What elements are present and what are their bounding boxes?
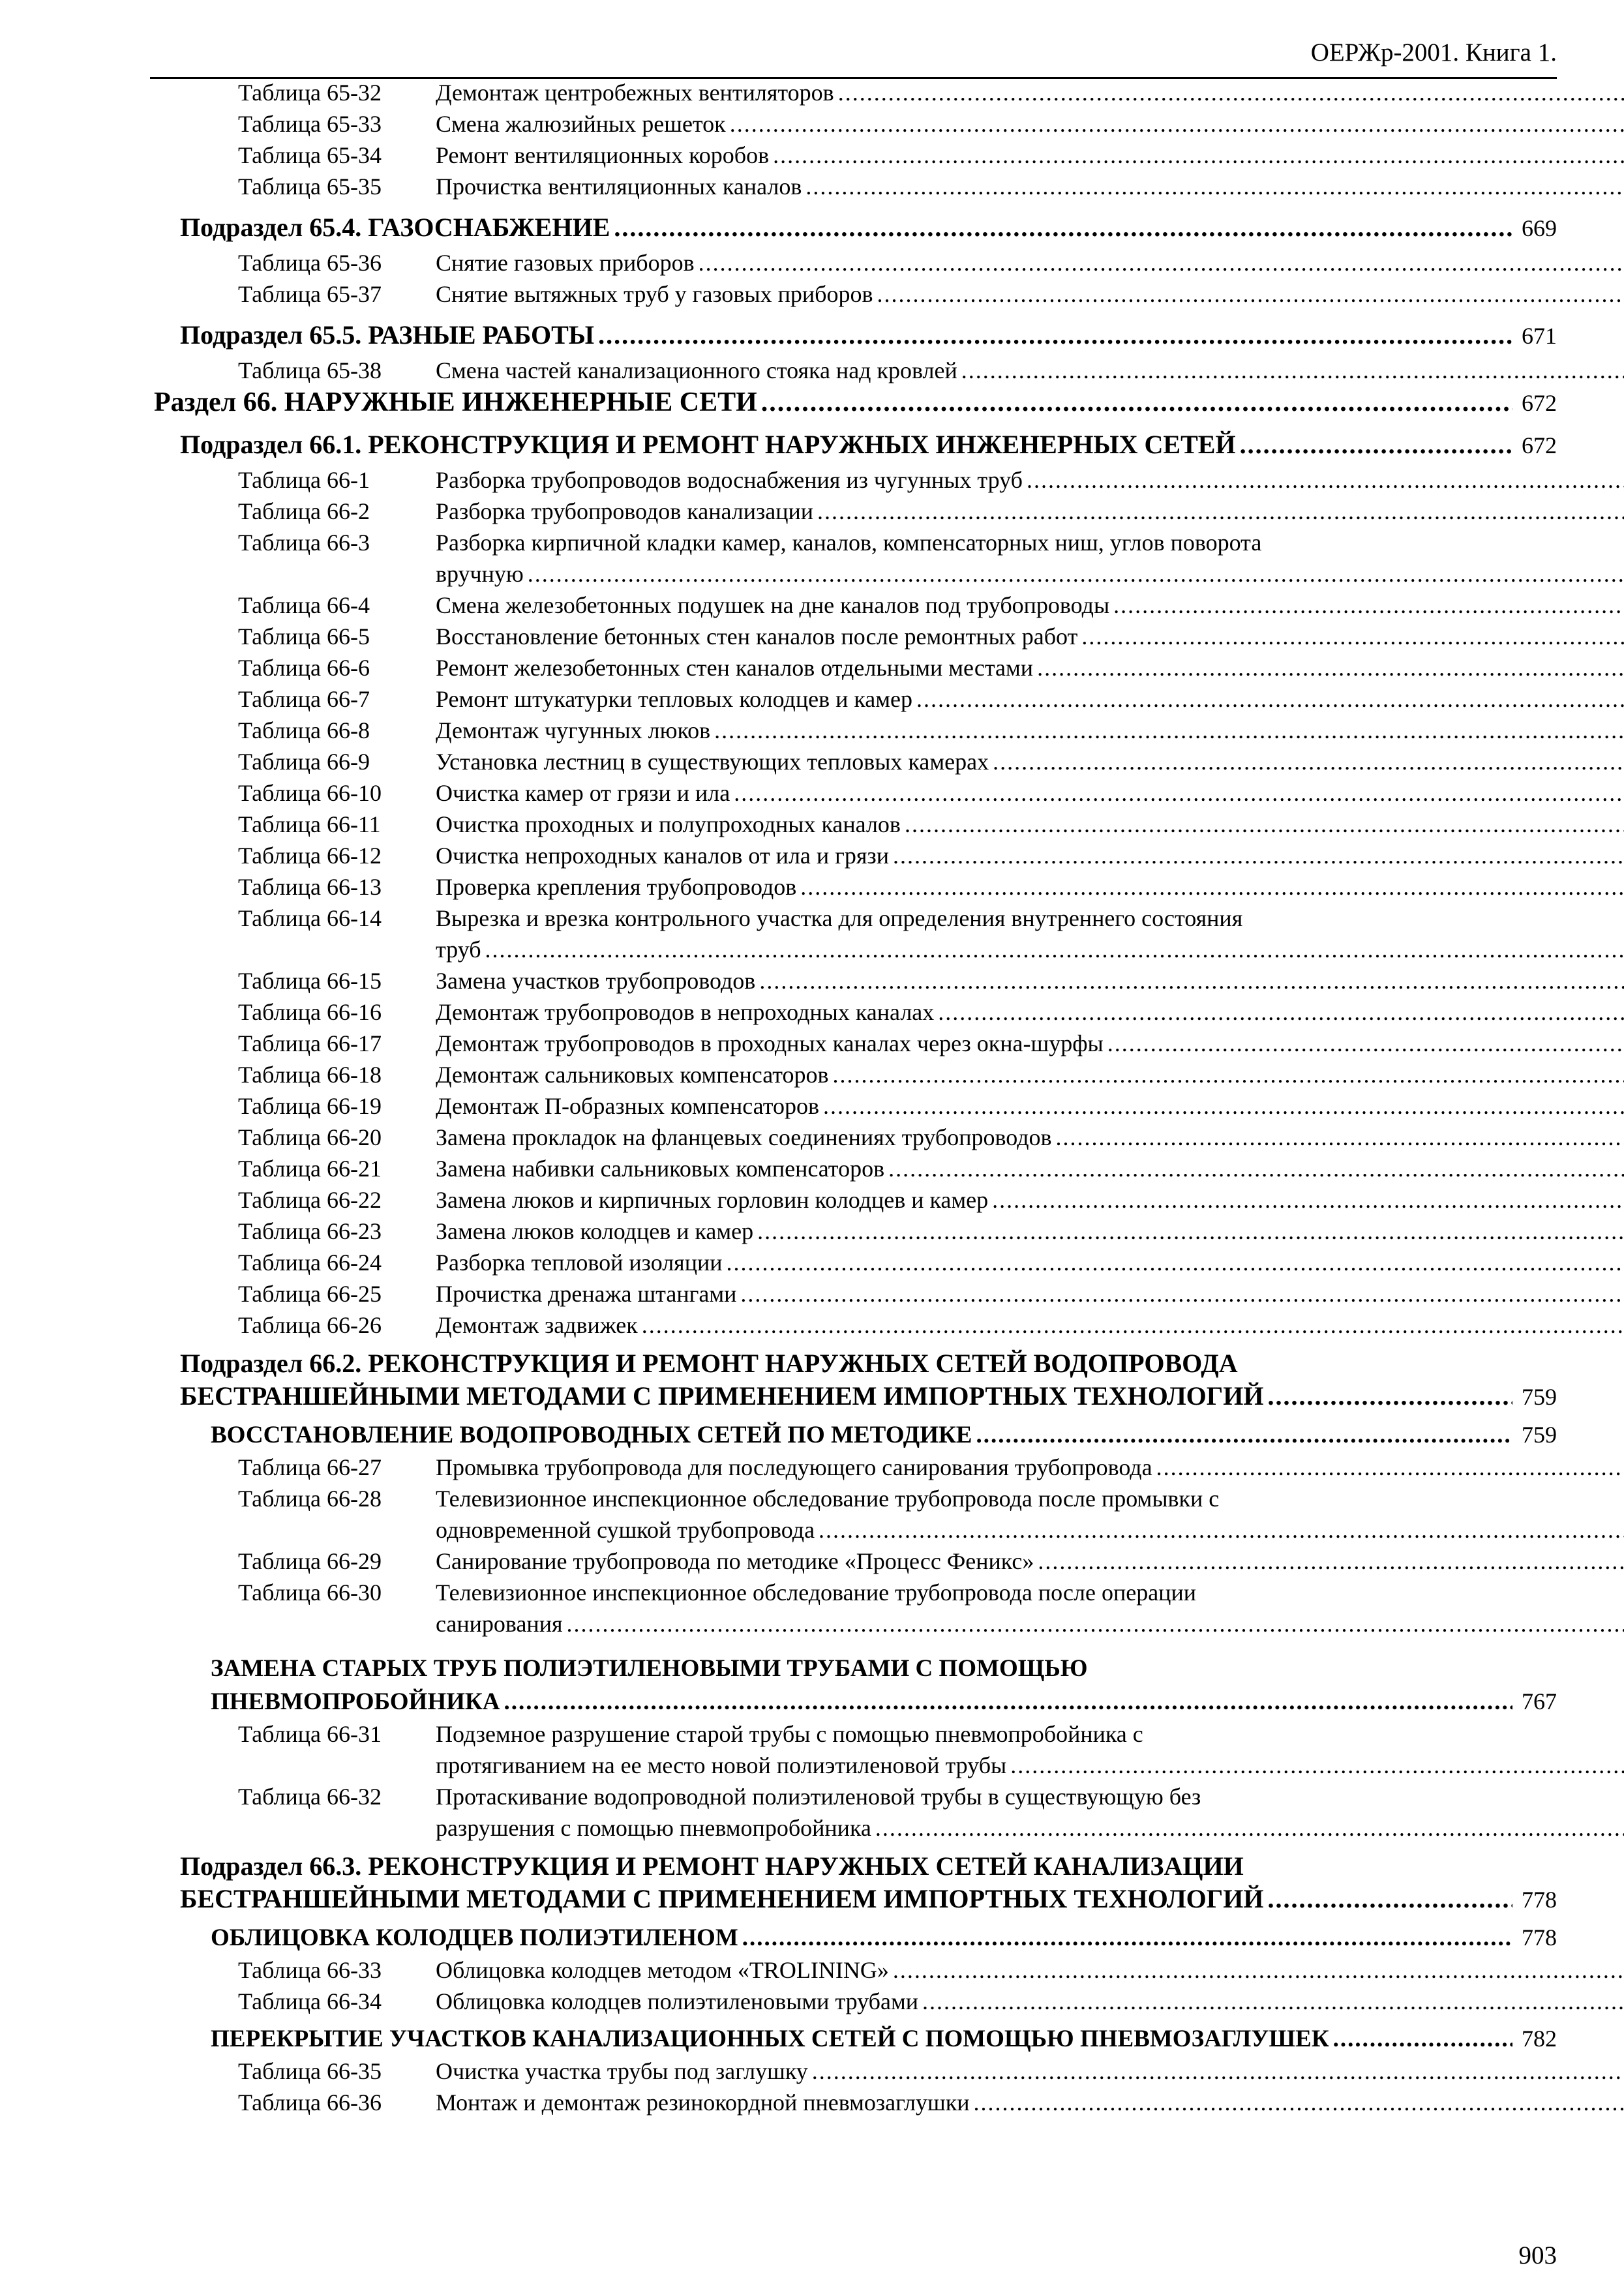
toc-entry[interactable] — [150, 496, 1557, 527]
entry-title-wrap — [436, 652, 1624, 683]
dot-leader — [812, 2056, 1624, 2087]
entry-title: Демонтаж П-образных компенсаторов — [436, 1093, 819, 1119]
entry-title: Ремонт вентиляционных коробов — [436, 142, 770, 168]
entry-title-wrap — [436, 1577, 1624, 1639]
toc-entry[interactable] — [150, 1546, 1557, 1577]
toc-entry[interactable] — [150, 1452, 1557, 1483]
entry-title-wrap — [436, 1059, 1624, 1090]
entry-title: Очистка участка трубы под заглушку — [436, 2058, 808, 2084]
table-number: Таблица 66-10 — [238, 780, 382, 806]
group-heading[interactable] — [150, 1653, 1557, 1718]
table-of-contents — [150, 77, 1557, 2118]
entry-title-line2: вручную — [436, 561, 524, 587]
dot-leader — [1107, 1028, 1624, 1059]
table-number: Таблица 65-38 — [238, 357, 382, 383]
group-heading[interactable] — [150, 1418, 1557, 1452]
entry-title: Замена прокладок на фланцевых соединениях трубопроводов — [436, 1124, 1052, 1150]
table-number: Таблица 66-30 — [238, 1579, 382, 1606]
entry-title-wrap — [436, 1153, 1624, 1184]
dot-leader — [504, 1686, 1512, 1718]
heading-title-line1: ЗАМЕНА СТАРЫХ ТРУБ ПОЛИЭТИЛЕНОВЫМИ ТРУБАМИ С ПОМОЩЬЮ — [211, 1655, 1088, 1682]
dot-leader — [1038, 1546, 1624, 1577]
toc-entry[interactable] — [150, 652, 1557, 683]
entry-title: Ремонт штукатурки тепловых колодцев и камер — [436, 686, 913, 712]
entry-title-wrap — [436, 171, 1624, 202]
heading-title: Раздел 66. НАРУЖНЫЕ ИНЖЕНЕРНЫЕ СЕТИ — [154, 387, 757, 417]
toc-entry[interactable] — [150, 965, 1557, 996]
dot-leader — [757, 1216, 1624, 1247]
entry-title-wrap — [436, 1309, 1624, 1341]
entry-title: Облицовка колодцев полиэтиленовыми трубами — [436, 1988, 918, 2014]
entry-title: Демонтаж трубопроводов в проходных каналах через окна-шурфы — [436, 1030, 1104, 1056]
toc-entry[interactable] — [150, 1090, 1557, 1122]
dot-leader — [838, 77, 1624, 108]
table-number: Таблица 66-11 — [238, 811, 381, 837]
dot-leader — [1081, 621, 1624, 652]
entry-title-line2-wrap — [436, 558, 1624, 590]
table-number: Таблица 66-23 — [238, 1218, 382, 1244]
dot-leader — [567, 1608, 1624, 1639]
entry-title-wrap — [436, 1452, 1624, 1483]
entry-title: Установка лестниц в существующих тепловых камерах — [436, 749, 989, 775]
dot-leader — [888, 1153, 1624, 1184]
heading-title: ВОССТАНОВЛЕНИЕ ВОДОПРОВОДНЫХ СЕТЕЙ ПО МЕТОДИКЕ — [211, 1422, 972, 1448]
dot-leader — [614, 211, 1512, 244]
entry-title-wrap — [436, 996, 1624, 1028]
entry-title-line2: разрушения с помощью пневмопробойника — [436, 1815, 871, 1841]
entry-title-line2-wrap — [436, 1812, 1624, 1844]
heading-title-line2: ПНЕВМОПРОБОЙНИКА — [211, 1688, 500, 1715]
table-number: Таблица 65-32 — [238, 80, 382, 106]
toc-entry[interactable] — [150, 809, 1557, 840]
table-number: Таблица 66-32 — [238, 1784, 382, 1810]
dot-leader — [805, 171, 1624, 202]
entry-title: Санирование трубопровода по методике «Процесс Феникс» — [436, 1548, 1034, 1574]
dot-leader — [833, 1059, 1624, 1090]
table-number: Таблица 66-9 — [238, 749, 370, 775]
subsection-heading[interactable] — [150, 428, 1557, 462]
toc-entry[interactable] — [150, 77, 1557, 108]
dot-leader — [1037, 652, 1624, 683]
dot-leader — [877, 278, 1624, 310]
dot-leader — [800, 871, 1624, 903]
toc-entry[interactable] — [150, 840, 1557, 871]
dot-leader — [528, 558, 1624, 590]
entry-title-wrap — [436, 108, 1624, 140]
entry-title-wrap — [436, 840, 1624, 871]
dot-leader — [974, 2087, 1624, 2118]
dot-leader — [1267, 1380, 1512, 1413]
entry-title-wrap — [436, 2087, 1624, 2118]
table-number: Таблица 66-25 — [238, 1281, 382, 1307]
table-number: Таблица 66-12 — [238, 843, 382, 869]
entry-title-wrap — [436, 746, 1624, 777]
dot-leader — [734, 777, 1624, 809]
table-number: Таблица 65-36 — [238, 250, 382, 276]
entry-title-wrap — [436, 965, 1624, 996]
heading-title-line1: Подраздел 66.2. РЕКОНСТРУКЦИЯ И РЕМОНТ НАРУЖНЫХ СЕТЕЙ ВОДОПРОВОДА — [180, 1349, 1238, 1378]
dot-leader — [1156, 1452, 1624, 1483]
dot-leader — [1113, 590, 1624, 621]
section-heading[interactable] — [150, 386, 1557, 419]
heading-title-line2-wrap — [180, 1883, 1557, 1916]
entry-title-wrap — [436, 621, 1624, 652]
toc-entry[interactable] — [150, 1278, 1557, 1309]
entry-title-wrap — [436, 140, 1624, 171]
subsection-heading[interactable] — [150, 319, 1557, 352]
heading-title: Подраздел 65.4. ГАЗОСНАБЖЕНИЕ — [180, 213, 610, 242]
heading-title-line2-wrap — [180, 1380, 1557, 1413]
entry-title: Замена люков колодцев и камер — [436, 1218, 754, 1244]
entry-title-wrap — [436, 1718, 1624, 1781]
entry-title-wrap — [436, 464, 1624, 496]
entry-title-line2-wrap — [436, 934, 1624, 965]
entry-title-wrap — [436, 590, 1624, 621]
entry-title-wrap — [436, 527, 1624, 590]
running-header — [150, 34, 1557, 79]
table-number: Таблица 66-20 — [238, 1124, 382, 1150]
entry-title-wrap — [436, 1546, 1624, 1577]
toc-entry[interactable] — [150, 527, 1557, 590]
dot-leader — [714, 715, 1624, 746]
entry-title-wrap — [436, 247, 1624, 278]
toc-entry[interactable] — [150, 777, 1557, 809]
dot-leader — [922, 1986, 1624, 2017]
toc-entry[interactable] — [150, 278, 1557, 310]
table-number: Таблица 66-27 — [238, 1454, 382, 1480]
toc-entry[interactable] — [150, 171, 1557, 202]
toc-entry[interactable] — [150, 1577, 1557, 1639]
toc-entry[interactable] — [150, 1954, 1557, 1986]
entry-title-line2-wrap — [436, 1514, 1624, 1546]
entry-title: Ремонт железобетонных стен каналов отдельными местами — [436, 655, 1034, 681]
dot-leader — [1056, 1122, 1624, 1153]
entry-title-wrap — [436, 1278, 1624, 1309]
header-title: ОЕРЖр-2001. Книга 1. — [1310, 38, 1557, 67]
table-number: Таблица 66-15 — [238, 968, 382, 994]
table-number: Таблица 66-22 — [238, 1187, 382, 1213]
table-number: Таблица 66-8 — [238, 717, 370, 743]
toc-entry[interactable] — [150, 715, 1557, 746]
heading-title: Подраздел 65.5. РАЗНЫЕ РАБОТЫ — [180, 320, 595, 350]
entry-title-line1: Телевизионное инспекционное обследование трубопровода после операции — [436, 1579, 1196, 1606]
toc-entry[interactable] — [150, 1781, 1557, 1844]
entry-title-line2: протягиванием на ее место новой полиэтиленовой трубы — [436, 1752, 1007, 1778]
entry-title-wrap — [436, 1090, 1624, 1122]
toc-entry[interactable] — [150, 1309, 1557, 1341]
table-number: Таблица 66-31 — [238, 1721, 382, 1747]
page-ref: 669 — [1522, 215, 1557, 241]
table-number: Таблица 66-24 — [238, 1249, 382, 1276]
dot-leader — [875, 1812, 1624, 1844]
entry-title: Очистка проходных и полупроходных каналов — [436, 811, 901, 837]
page-number: 903 — [1518, 2241, 1557, 2269]
toc-entry[interactable] — [150, 1184, 1557, 1216]
table-number: Таблица 66-26 — [238, 1312, 382, 1338]
toc-entry[interactable] — [150, 746, 1557, 777]
dot-leader — [992, 1184, 1624, 1216]
entry-title: Прочистка дренажа штангами — [436, 1281, 737, 1307]
table-number: Таблица 66-19 — [238, 1093, 382, 1119]
page-ref: 767 — [1522, 1688, 1557, 1714]
table-number: Таблица 65-33 — [238, 111, 382, 137]
entry-title: Смена частей канализационного стояка над кровлей — [436, 357, 957, 383]
heading-title: ОБЛИЦОВКА КОЛОДЦЕВ ПОЛИЭТИЛЕНОМ — [211, 1924, 738, 1951]
toc-entry[interactable] — [150, 1059, 1557, 1090]
dot-leader — [961, 355, 1624, 386]
entry-title-wrap — [436, 777, 1624, 809]
dot-leader — [1333, 2023, 1512, 2056]
entry-title: Демонтаж сальниковых компенсаторов — [436, 1062, 829, 1088]
page-ref: 782 — [1522, 2026, 1557, 2052]
dot-leader — [1267, 1883, 1512, 1915]
entry-title-line2: труб — [436, 936, 481, 963]
group-heading[interactable] — [150, 1921, 1557, 1954]
entry-title: Замена люков и кирпичных горловин колодцев и камер — [436, 1187, 989, 1213]
dot-leader — [823, 1090, 1624, 1122]
entry-title-wrap — [436, 2056, 1624, 2087]
entry-title-wrap — [436, 355, 1624, 386]
entry-title-line1: Разборка кирпичной кладки камер, каналов, компенсаторных ниш, углов поворота — [436, 530, 1262, 556]
table-number: Таблица 66-4 — [238, 592, 370, 618]
dot-leader — [1240, 428, 1512, 461]
toc-entry[interactable] — [150, 590, 1557, 621]
toc-entry[interactable] — [150, 247, 1557, 278]
entry-title: Разборка трубопроводов водоснабжения из чугунных труб — [436, 467, 1023, 493]
entry-title-wrap — [436, 1781, 1624, 1844]
entry-title-wrap — [436, 77, 1624, 108]
subsection-heading[interactable] — [150, 1850, 1557, 1916]
entry-title: Демонтаж задвижек — [436, 1312, 638, 1338]
subsection-heading[interactable] — [150, 211, 1557, 245]
table-number: Таблица 66-14 — [238, 905, 382, 931]
entry-title-line1: Подземное разрушение старой трубы с помощью пневмопробойника с — [436, 1721, 1143, 1747]
entry-title: Проверка крепления трубопроводов — [436, 874, 797, 900]
dot-leader — [905, 809, 1624, 840]
dot-leader — [598, 319, 1512, 352]
entry-title: Очистка камер от грязи и ила — [436, 780, 730, 806]
entry-title-wrap — [436, 496, 1624, 527]
entry-title-wrap — [436, 1483, 1624, 1546]
subsection-heading[interactable] — [150, 1347, 1557, 1413]
toc-entry[interactable] — [150, 464, 1557, 496]
entry-title: Смена жалюзийных решеток — [436, 111, 726, 137]
dot-leader — [1027, 464, 1624, 496]
toc-entry[interactable] — [150, 1216, 1557, 1247]
entry-title: Промывка трубопровода для последующего санирования трубопровода — [436, 1454, 1152, 1480]
heading-title-line2: БЕСТРАНШЕЙНЫМИ МЕТОДАМИ С ПРИМЕНЕНИЕМ ИМПОРТНЫХ ТЕХНОЛОГИЙ — [180, 1884, 1264, 1913]
entry-title-line1: Протаскивание водопроводной полиэтиленовой трубы в существующую без — [436, 1784, 1201, 1810]
dot-leader — [893, 840, 1624, 871]
heading-title: ПЕРЕКРЫТИЕ УЧАСТКОВ КАНАЛИЗАЦИОННЫХ СЕТЕЙ С ПОМОЩЬЮ ПНЕВМОЗАГЛУШЕК — [211, 2026, 1329, 2052]
entry-title-line2: санирования — [436, 1611, 563, 1637]
page-ref: 778 — [1522, 1924, 1557, 1951]
entry-title-line2-wrap — [436, 1750, 1624, 1781]
dot-leader — [938, 996, 1624, 1028]
table-number: Таблица 66-1 — [238, 467, 370, 493]
entry-title: Замена участков трубопроводов — [436, 968, 756, 994]
dot-leader — [727, 1247, 1624, 1278]
toc-entry[interactable] — [150, 1718, 1557, 1781]
dot-leader — [642, 1309, 1624, 1341]
entry-title-wrap — [436, 1184, 1624, 1216]
dot-leader — [916, 683, 1624, 715]
toc-entry[interactable] — [150, 1986, 1557, 2017]
entry-title-wrap — [436, 278, 1624, 310]
entry-title-wrap — [436, 1986, 1624, 2017]
dot-leader — [1010, 1750, 1624, 1781]
dot-leader — [819, 1514, 1624, 1546]
table-number: Таблица 65-37 — [238, 281, 382, 307]
entry-title-wrap — [436, 903, 1624, 965]
dot-leader — [485, 934, 1624, 965]
dot-leader — [699, 247, 1624, 278]
toc-entry[interactable] — [150, 683, 1557, 715]
entry-title-line2: одновременной сушкой трубопровода — [436, 1517, 815, 1543]
table-number: Таблица 65-35 — [238, 173, 382, 200]
entry-title: Прочистка вентиляционных каналов — [436, 173, 802, 200]
heading-title-line2: БЕСТРАНШЕЙНЫМИ МЕТОДАМИ С ПРИМЕНЕНИЕМ ИМПОРТНЫХ ТЕХНОЛОГИЙ — [180, 1381, 1264, 1411]
page-ref: 759 — [1522, 1422, 1557, 1448]
entry-title: Очистка непроходных каналов от ила и грязи — [436, 843, 889, 869]
page-ref: 671 — [1522, 323, 1557, 349]
dot-leader — [730, 108, 1624, 140]
toc-entry[interactable] — [150, 996, 1557, 1028]
table-number: Таблица 66-13 — [238, 874, 382, 900]
toc-entry[interactable] — [150, 355, 1557, 386]
entry-title-wrap — [436, 683, 1624, 715]
table-number: Таблица 66-2 — [238, 498, 370, 524]
table-number: Таблица 66-28 — [238, 1486, 382, 1512]
dot-leader — [740, 1278, 1624, 1309]
heading-title-line2-wrap — [211, 1685, 1557, 1718]
entry-title: Снятие вытяжных труб у газовых приборов — [436, 281, 873, 307]
table-number: Таблица 66-18 — [238, 1062, 382, 1088]
table-number: Таблица 66-21 — [238, 1156, 382, 1182]
entry-title: Снятие газовых приборов — [436, 250, 695, 276]
page-ref: 672 — [1522, 390, 1557, 416]
table-number: Таблица 66-5 — [238, 623, 370, 650]
entry-title: Облицовка колодцев методом «TROLINING» — [436, 1957, 889, 1983]
entry-title-wrap — [436, 1954, 1624, 1986]
page-ref: 672 — [1522, 432, 1557, 458]
dot-leader — [993, 746, 1624, 777]
entry-title: Восстановление бетонных стен каналов после ремонтных работ — [436, 623, 1078, 650]
table-number: Таблица 66-34 — [238, 1988, 382, 2014]
entry-title-wrap — [436, 809, 1624, 840]
toc-entry[interactable] — [150, 108, 1557, 140]
entry-title-wrap — [436, 715, 1624, 746]
entry-title-wrap — [436, 1216, 1624, 1247]
table-number: Таблица 66-17 — [238, 1030, 382, 1056]
toc-entry[interactable] — [150, 2087, 1557, 2118]
table-number: Таблица 66-35 — [238, 2058, 382, 2084]
dot-leader — [817, 496, 1624, 527]
entry-title-wrap — [436, 871, 1624, 903]
entry-title: Монтаж и демонтаж резинокордной пневмозаглушки — [436, 2089, 970, 2116]
dot-leader — [773, 140, 1624, 171]
page-ref: 778 — [1522, 1887, 1557, 1913]
toc-entry[interactable] — [150, 903, 1557, 965]
entry-title: Демонтаж чугунных люков — [436, 717, 711, 743]
toc-entry[interactable] — [150, 140, 1557, 171]
heading-title-line1: Подраздел 66.3. РЕКОНСТРУКЦИЯ И РЕМОНТ НАРУЖНЫХ СЕТЕЙ КАНАЛИЗАЦИИ — [180, 1851, 1244, 1881]
toc-entry[interactable] — [150, 1028, 1557, 1059]
toc-entry[interactable] — [150, 1153, 1557, 1184]
dot-leader — [759, 965, 1624, 996]
toc-entry[interactable] — [150, 1483, 1557, 1546]
toc-entry[interactable] — [150, 1247, 1557, 1278]
group-heading[interactable] — [150, 2022, 1557, 2056]
table-number: Таблица 66-6 — [238, 655, 370, 681]
entry-title: Замена набивки сальниковых компенсаторов — [436, 1156, 885, 1182]
entry-title-wrap — [436, 1122, 1624, 1153]
heading-title: Подраздел 66.1. РЕКОНСТРУКЦИЯ И РЕМОНТ НАРУЖНЫХ ИНЖЕНЕРНЫХ СЕТЕЙ — [180, 430, 1236, 459]
entry-title-line2-wrap — [436, 1608, 1624, 1639]
table-number: Таблица 66-7 — [238, 686, 370, 712]
entry-title: Смена железобетонных подушек на дне каналов под трубопроводы — [436, 592, 1110, 618]
entry-title: Демонтаж трубопроводов в непроходных каналах — [436, 999, 935, 1025]
toc-entry[interactable] — [150, 871, 1557, 903]
entry-title: Демонтаж центробежных вентиляторов — [436, 80, 834, 106]
entry-title-line1: Вырезка и врезка контрольного участка для определения внутреннего состояния — [436, 905, 1243, 931]
page-ref: 759 — [1522, 1384, 1557, 1410]
table-number: Таблица 66-16 — [238, 999, 382, 1025]
toc-entry[interactable] — [150, 1122, 1557, 1153]
table-number: Таблица 66-36 — [238, 2089, 382, 2116]
toc-entry[interactable] — [150, 2056, 1557, 2087]
entry-title: Разборка тепловой изоляции — [436, 1249, 723, 1276]
dot-leader — [742, 1922, 1512, 1954]
table-number: Таблица 66-3 — [238, 530, 370, 556]
entry-title: Разборка трубопроводов канализации — [436, 498, 814, 524]
table-number: Таблица 66-29 — [238, 1548, 382, 1574]
toc-entry[interactable] — [150, 621, 1557, 652]
dot-leader — [893, 1954, 1624, 1986]
table-number: Таблица 66-33 — [238, 1957, 382, 1983]
entry-title-wrap — [436, 1247, 1624, 1278]
entry-title-line1: Телевизионное инспекционное обследование трубопровода после промывки с — [436, 1486, 1220, 1512]
entry-title-wrap — [436, 1028, 1624, 1059]
table-number: Таблица 65-34 — [238, 142, 382, 168]
dot-leader — [761, 386, 1512, 419]
dot-leader — [976, 1419, 1513, 1452]
